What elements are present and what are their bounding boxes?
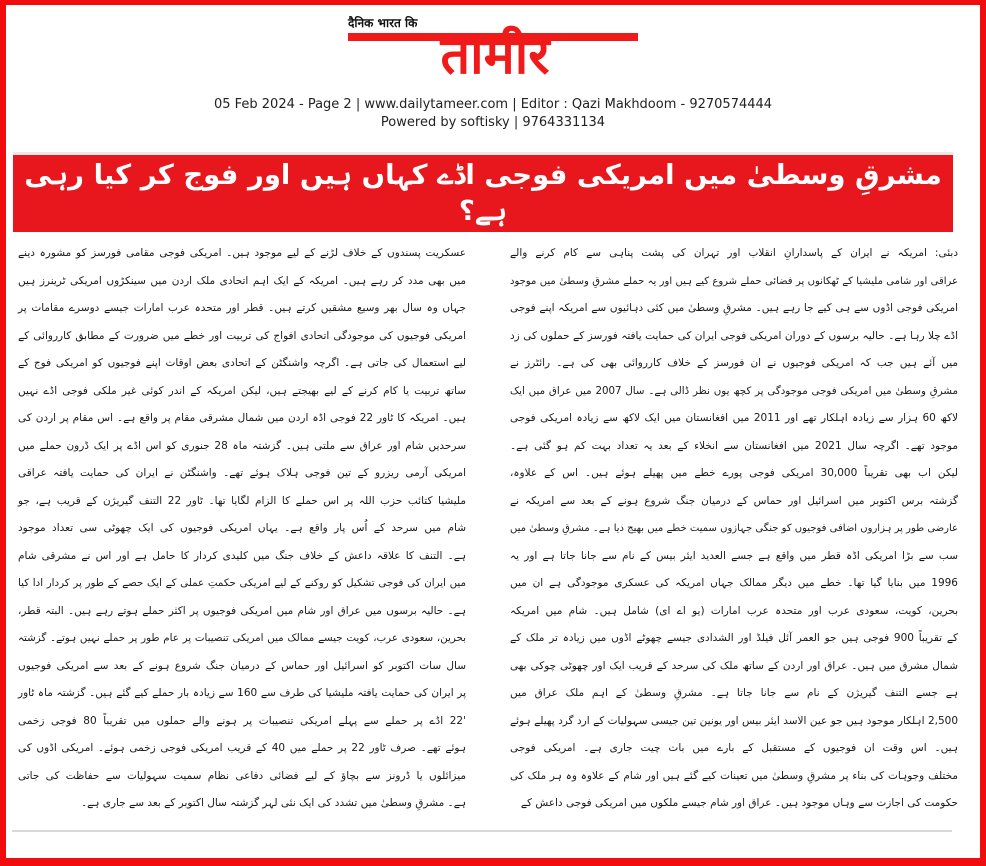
article-line: ہوئے تھے۔ صرف ٹاور 22 پر حملے میں 40 کے قریب امریکی فوجی زخمی ہوئے۔ امریکی اڈوں کی	[18, 742, 466, 754]
article-line: گزشتہ برس اکتوبر میں اسرائیل اور حماس کے درمیان جنگ شروع ہونے کے بعد سے امریکہ نے	[510, 494, 958, 507]
article-line: سرحدیں شام اور عراق سے ملتی ہیں۔ گزشتہ ماہ 28 جنوری کو اس اڈے پر ایک ڈرون حملے میں	[18, 439, 466, 452]
article-line: شمال مشرق میں ہیں۔ عراق اور اردن کے ساتھ ملک کی سرحد کے قریب ایک اور چھوٹی چوکی بھی	[510, 659, 958, 672]
edition-info: 05 Feb 2024 - Page 2 | www.dailytameer.com | Editor : Qazi Makhdoom - 9270574444	[213, 97, 773, 112]
page-frame-left	[0, 0, 6, 866]
article-line: 1996 میں بنایا گیا تھا۔ خطے میں دیگر ممالک جہاں امریکہ کی عسکری موجودگی ہے ان میں	[510, 577, 958, 589]
article-line: عارضی طور پر ہزاروں اضافی فوجیوں کو جنگی جہازوں سمیت خطے میں بھیج دیا ہے۔ مشرقِ وسطیٰ میں	[510, 523, 958, 534]
article-line: موجود تھے۔ اگرچہ سال 2021 میں افغانستان سے انخلاء کے بعد یہ تعداد بہت کم ہو گئی ہے۔	[510, 439, 959, 452]
article-line: دبئی: امریکہ نے ایران کے پاسدارانِ انقلاب اور تہران کی پشت پناہی سے کام کرنے والے	[510, 247, 958, 259]
article-line: مشرقِ وسطیٰ میں امریکی فوجی موجودگی پر کچھ یوں نظر ڈالی ہے۔ سال 2007 میں عراق میں ایک	[510, 384, 958, 397]
article-line: میں ایران کی فوجی تشکیل کو روکنے کے لیے امریکی حکمتِ عملی کے ایک حصے کے طور پر کردار ادا کیا	[18, 577, 466, 589]
bottom-divider	[12, 830, 952, 832]
article-line: مختلف وجوہات کی بناء پر مشرقِ وسطیٰ میں تعینات کیے گئے ہیں اور شام کے علاوہ وہ ہر ملک کی	[510, 769, 958, 782]
article-line: جہاں وہ سال بھر وسیع مشقیں کرتے ہیں۔ قطر اور متحدہ عرب امارات جیسے دوسرے مقامات پر	[18, 302, 466, 314]
article-line: عسکریت پسندوں کے خلاف لڑنے کے لیے موجود ہیں۔ امریکی فوجی مقامی فورسز کو مشورہ دینے	[18, 247, 466, 259]
article-line: بحرین، کویت، سعودی عرب اور متحدہ عرب امارات (یو اے ای) شامل ہیں۔ شام میں امریکہ	[510, 604, 958, 617]
page-frame-right	[980, 0, 986, 866]
article-line: ہیں۔ اس وقت ان فوجیوں کے مستقبل کے بارے میں بات چیت جاری ہے۔ امریکی فوجی	[510, 742, 958, 754]
article-line: امریکی فوجیوں کی موجودگی اتحادی افواج کی تربیت اور خطے میں ضرورت کے مطابق کارروائی کے	[18, 329, 466, 342]
article-line: ساتھ تربیت یا کام کرنے کے لیے بھیجتے ہیں، لیکن امریکہ کے اندر کوئی غیر ملکی فوجی اڈے نہیں	[18, 384, 466, 397]
article-line: اڈے چلا رہا ہے۔ حالیہ برسوں کے دوران امریکی فوجی ایران کی حمایت یافتہ فورسز کے حملوں کی زد	[510, 329, 958, 342]
article-line: سب سے بڑا امریکی اڈہ قطر میں واقع ہے جسے العدید ایئر بیس کے نام سے جانا جاتا ہے اور یہ	[510, 549, 958, 562]
article-line: ہے جسے التنف گیریژن کے نام سے جانا جاتا ہے۔ مشرقِ وسطیٰ کے اہم ملک عراق میں	[510, 687, 958, 699]
article-line: لیے استعمال کی جاتی ہے۔ اگرچہ واشنگٹن کے اتحادی بعض اوقات اپنے فوجیوں کو امریکی فوج کے	[18, 357, 466, 369]
article-line: ہے۔ حالیہ برسوں میں عراق اور شام میں امریکی فوجیوں پر اکثر حملے ہوتے رہے ہیں۔ البتہ قطر،	[18, 604, 466, 617]
article-line: میزائلوں یا ڈرونز سے بچاؤ کے لیے فضائی دفاعی نظام سمیت سہولیات سے حفاظت کی جاتی	[18, 769, 466, 782]
article-line: 2,500 اہلکار موجود ہیں جو عین الاسد ایئر بیس اور یونین تین جیسی سہولیات کے ارد گرد پھیلے ہوئے	[510, 714, 958, 727]
article-body	[18, 240, 958, 830]
article-line: ہے۔ مشرقِ وسطیٰ میں تشدد کی ایک نئی لہر گزشتہ سال اکتوبر کے بعد سے جاری ہے۔	[80, 797, 466, 809]
powered-by-info: Powered by softisky | 9764331134	[380, 115, 606, 130]
headline-banner	[13, 152, 953, 232]
article-line: ہے۔ التنف کا علاقہ داعش کے خلاف جنگ میں کلیدی کردار کا حامل ہے اور اس نے مشرقی شام	[18, 549, 466, 562]
article-line: عراقی اور شامی ملیشیا کے ٹھکانوں پر فضائی حملے شروع کیے ہیں اور یہ حملے مشرقِ وسطیٰ میں موجود	[510, 275, 958, 287]
article-line: پر ایران کی حمایت یافتہ ملیشیا کی طرف سے 160 سے زیادہ بار حملے کیے گئے ہیں۔ گزشتہ ماہ ٹاور	[18, 687, 467, 699]
article-line: سال سات اکتوبر کو اسرائیل اور حماس کے درمیان جنگ شروع ہونے کے بعد سے امریکی فوجیوں	[18, 659, 466, 672]
article-line: شام میں سرحد کے اُس پار واقع ہے۔ یہاں امریکی فوجیوں کی ایک چھوٹی سی تعداد موجود	[18, 522, 466, 534]
article-line: حکومت کی اجازت سے وہاں موجود ہیں۔ عراق اور شام جیسے ملکوں میں امریکی فوجی داعش کے	[520, 797, 958, 809]
article-line: میں آئے ہیں جب کہ امریکی فوجیوں نے ان فورسز کے خلاف کارروائی بھی کی ہے۔ رائٹرز نے	[510, 357, 958, 369]
article-headline: مشرقِ وسطیٰ میں امریکی فوجی اڈے کہاں ہیں اور فوج کر کیا رہی ہے؟	[24, 158, 942, 227]
article-line: میں بھی مدد کر رہے ہیں۔ امریکہ کے ایک اہم اتحادی ملک اردن میں سینکڑوں امریکی ٹرینرز ہیں	[18, 274, 466, 287]
article-line: لاکھ 60 ہزار سے زیادہ اہلکار تھے اور 2011 میں افغانستان میں ایک لاکھ سے زیادہ امریکی فوجی	[510, 412, 958, 424]
page-frame-bottom	[0, 858, 986, 866]
article-line: '22 اڈے پر حملے سے پہلے امریکی تنصیبات پر ہونے والے حملوں میں تقریباً 80 فوجی زخمی	[18, 714, 466, 727]
newspaper-logo: तामीर	[440, 25, 550, 86]
article-line: امریکی آرمی ریزرو کے تین فوجی ہلاک ہوئے تھے۔ واشنگٹن نے ایران کی حمایت یافتہ عراقی	[18, 467, 466, 479]
article-line: کے تقریباً 900 فوجی ہیں جو العمر آئل فیلڈ اور الشدادی جیسے چھوٹے اڈوں میں زیادہ تر ملک کے	[510, 632, 958, 644]
article-line: بحرین، سعودی عرب، کویت جیسے ممالک میں امریکی تنصیبات پر عام طور پر حملے نہیں ہوتے۔ گزشتہ	[18, 632, 466, 644]
article-column-right	[510, 240, 958, 830]
masthead	[340, 0, 650, 90]
article-line: ملیشیا کتائب حزب اللہ پر اس حملے کا الزام لگایا تھا۔ ٹاور 22 التنف گیریژن کے قریب ہے، جو	[18, 494, 466, 507]
article-line: لیکن اب بھی تقریباً 30,000 امریکی فوجی پورے خطے میں پھیلے ہوئے ہیں۔ اس کے علاوہ،	[510, 467, 958, 479]
article-line: امریکی فوجی اڈوں سے ہی کیے جا رہے ہیں۔ مشرقِ وسطیٰ میں کئی دہائیوں سے امریکہ اپنے فوجی	[510, 302, 958, 314]
masthead-tagline: दैनिक भारत कि	[348, 16, 418, 30]
article-line: ہیں۔ امریکہ کا ٹاور 22 فوجی اڈہ اردن میں شمال مشرقی مقام پر واقع ہے۔ اس مقام پر اردن کی	[18, 412, 466, 424]
article-column-left	[18, 240, 466, 830]
